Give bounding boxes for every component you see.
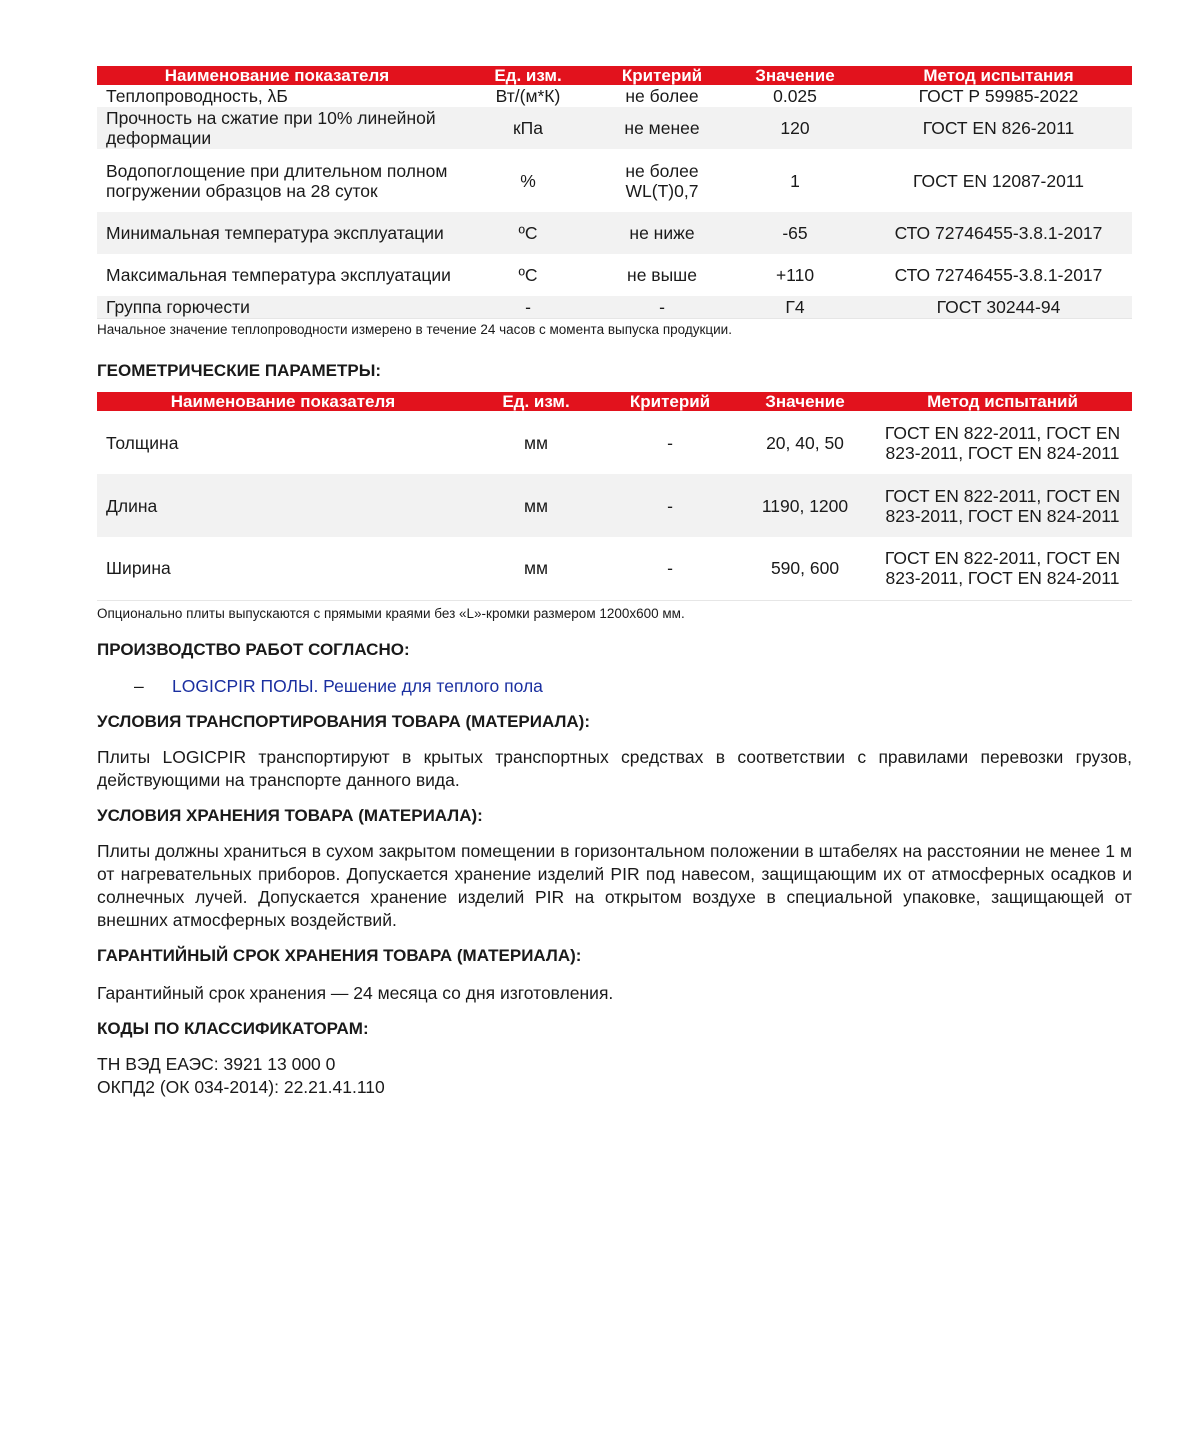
row-unit: мм xyxy=(523,432,549,453)
row-name: Ширина xyxy=(97,537,469,600)
transport-text: Плиты LOGICPIR транспортируют в крытых транспортных средствах в соответствии с правилами перевозки грузов, действующими на транспорте данного вида. xyxy=(97,746,1132,790)
row-name: Прочность на сжатие при 10% линейной деформации xyxy=(97,107,457,149)
row-method: ГОСТ EN 822-2011, ГОСТ EN 823-2011, ГОСТ EN 824-2011 xyxy=(884,422,1121,463)
row-value: +110 xyxy=(775,265,815,285)
header-criterion: Критерий xyxy=(603,392,737,411)
row-criterion: - xyxy=(603,474,737,537)
table-row xyxy=(97,254,1132,296)
row-unit: кПа xyxy=(457,107,599,149)
table-row xyxy=(97,411,1132,474)
table-row xyxy=(97,537,1132,600)
row-name: Группа горючести xyxy=(97,296,457,319)
thermal-note: Начальное значение теплопроводности измерено в течение 24 часов с момента выпуска продукции. xyxy=(97,322,732,337)
row-unit: мм xyxy=(469,537,603,600)
row-name: Водопоглощение при длительном полном погружении образцов на 28 суток xyxy=(106,160,448,201)
row-value: 1190, 1200 xyxy=(737,474,873,537)
row-unit: Вт/(м*К) xyxy=(495,86,561,106)
properties-table-header xyxy=(97,66,1132,85)
codes-tnved: ТН ВЭД ЕАЭС: 3921 13 000 0 xyxy=(97,1053,336,1074)
row-value: 20, 40, 50 xyxy=(766,432,844,453)
row-criterion: - xyxy=(667,432,673,453)
row-criterion: - xyxy=(599,296,725,319)
geometry-note: Опционально плиты выпускаются с прямыми краями без «L»-кромки размером 1200х600 мм. xyxy=(97,605,685,621)
table-row xyxy=(97,107,1132,149)
transport-heading: УСЛОВИЯ ТРАНСПОРТИРОВАНИЯ ТОВАРА (МАТЕРИАЛА): xyxy=(97,711,590,731)
header-method: Метод испытаний xyxy=(873,392,1132,411)
row-name: Максимальная температура эксплуатации xyxy=(106,265,451,285)
row-name: Теплопроводность, λБ xyxy=(106,86,288,106)
row-criterion: не выше xyxy=(627,265,697,285)
row-name: Длина xyxy=(97,474,469,537)
header-value: Значение xyxy=(737,392,873,411)
row-value: -65 xyxy=(725,212,865,254)
header-unit: Ед. изм. xyxy=(457,66,599,85)
row-criterion: не более WL(T)0,7 xyxy=(625,160,699,201)
row-criterion: не ниже xyxy=(599,212,725,254)
storage-text: Плиты должны храниться в сухом закрытом помещении в горизонтальном положении в штабелях на расстоянии не менее 1 м от нагревательных приборов. Допускается хранение изделий PIR под навесом, защищающим их от атмосферных осадков и солнечных лучей. Допускается хранение изделий PIR на открытом воздухе в специальной упаковке, защищающей от внешних атмосферных воздействий. xyxy=(97,840,1132,930)
row-method: ГОСТ EN 822-2011, ГОСТ EN 823-2011, ГОСТ EN 824-2011 xyxy=(873,474,1132,537)
table-row xyxy=(97,149,1132,212)
warranty-text: Гарантийный срок хранения — 24 месяца со дня изготовления. xyxy=(97,982,614,1003)
row-method: ГОСТ EN 826-2011 xyxy=(865,107,1132,149)
table-row xyxy=(97,212,1132,254)
header-name: Наименование показателя xyxy=(97,392,469,411)
table-row xyxy=(97,474,1132,537)
header-name: Наименование показателя xyxy=(97,66,457,85)
header-value: Значение xyxy=(725,66,865,85)
row-method: ГОСТ EN 822-2011, ГОСТ EN 823-2011, ГОСТ EN 824-2011 xyxy=(873,537,1132,600)
row-unit: - xyxy=(457,296,599,319)
dash-bullet: – xyxy=(134,675,144,696)
header-unit: Ед. изм. xyxy=(469,392,603,411)
warranty-heading: ГАРАНТИЙНЫЙ СРОК ХРАНЕНИЯ ТОВАРА (МАТЕРИАЛА): xyxy=(97,945,582,965)
works-link[interactable]: LOGICPIR ПОЛЫ. Решение для теплого пола xyxy=(172,675,543,696)
geometry-table xyxy=(97,392,1132,601)
row-name: Минимальная температура эксплуатации xyxy=(97,212,457,254)
document-page xyxy=(97,66,1132,1099)
header-criterion: Критерий xyxy=(599,66,725,85)
row-method: ГОСТ EN 12087-2011 xyxy=(912,170,1084,191)
table-row xyxy=(97,296,1132,319)
row-unit: ºС xyxy=(457,212,599,254)
row-unit: мм xyxy=(469,474,603,537)
row-value: Г4 xyxy=(725,296,865,319)
row-value: 0.025 xyxy=(773,86,817,106)
row-name: Толщина xyxy=(106,432,179,453)
row-criterion: не менее xyxy=(599,107,725,149)
works-list-item xyxy=(97,675,1132,697)
properties-table xyxy=(97,66,1132,319)
header-method: Метод испытания xyxy=(865,66,1132,85)
geometry-heading: ГЕОМЕТРИЧЕСКИЕ ПАРАМЕТРЫ: xyxy=(97,361,382,380)
works-heading: ПРОИЗВОДСТВО РАБОТ СОГЛАСНО: xyxy=(97,639,410,659)
row-value: 120 xyxy=(725,107,865,149)
table-row xyxy=(97,85,1132,107)
row-criterion: не более xyxy=(625,86,699,106)
row-method: ГОСТ Р 59985-2022 xyxy=(918,86,1079,106)
storage-heading: УСЛОВИЯ ХРАНЕНИЯ ТОВАРА (МАТЕРИАЛА): xyxy=(97,805,483,825)
codes-okpd2: ОКПД2 (ОК 034-2014): 22.21.41.110 xyxy=(97,1076,385,1097)
row-method: СТО 72746455-3.8.1-2017 xyxy=(894,265,1103,285)
codes-heading: КОДЫ ПО КЛАССИФИКАТОРАМ: xyxy=(97,1018,369,1038)
row-method: СТО 72746455-3.8.1-2017 xyxy=(865,212,1132,254)
row-criterion: - xyxy=(603,537,737,600)
geometry-table-header xyxy=(97,392,1132,411)
row-value: 590, 600 xyxy=(737,537,873,600)
row-unit: % xyxy=(520,170,536,191)
row-unit: ºС xyxy=(518,265,538,285)
row-method: ГОСТ 30244-94 xyxy=(865,296,1132,319)
row-value: 1 xyxy=(790,170,800,191)
